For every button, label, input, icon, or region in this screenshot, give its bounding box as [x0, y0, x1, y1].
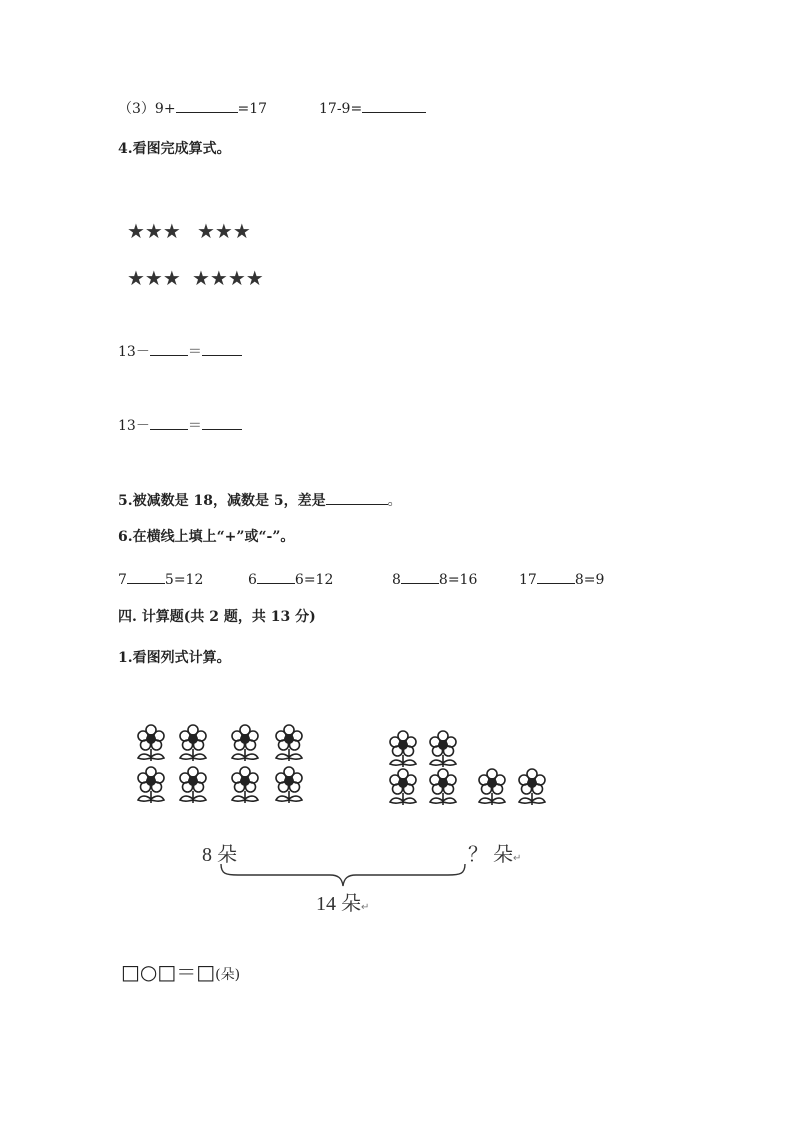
answer-template [121, 956, 240, 985]
q5-line [118, 490, 402, 510]
flower-icon [134, 723, 168, 763]
operand: 6 [248, 572, 257, 588]
answer-blank[interactable] [150, 415, 188, 430]
operand: 17 [519, 572, 537, 588]
answer-boxes[interactable]: □○□＝□ [121, 960, 216, 984]
eq-equals: ＝ [187, 344, 202, 360]
operand: 5=12 [164, 572, 204, 588]
answer-unit: (朵) [215, 967, 241, 983]
q3-b-label: 17-9= [319, 101, 363, 117]
operator-blank[interactable] [257, 569, 295, 584]
answer-blank[interactable] [202, 341, 242, 356]
q6-title: 6.在横线上填上“+”或“-”。 [118, 529, 295, 545]
return-mark-icon: ↵ [361, 902, 370, 913]
section-4-title: 四. 计算题(共 2 题，共 13 分) [118, 609, 316, 625]
flower-icon [134, 765, 168, 805]
answer-blank[interactable] [326, 490, 388, 505]
answer-blank[interactable] [202, 415, 242, 430]
star-group-row2-left: ★★★ [127, 266, 181, 290]
flower-icon [272, 723, 306, 763]
label-known-count: 8 朵 [202, 844, 237, 866]
q5-text: 5.被减数是 18，减数是 5，差是 [118, 493, 326, 509]
label-unknown-wrap [468, 838, 521, 867]
label-total-count: 14 朵 [316, 893, 361, 915]
answer-blank[interactable] [176, 98, 238, 113]
flower-icon [426, 767, 460, 807]
answer-blank[interactable] [150, 341, 188, 356]
label-unknown-count: ？ 朵 [468, 844, 513, 866]
flower-icon [272, 765, 306, 805]
flower-icon [386, 767, 420, 807]
curly-brace-icon [218, 862, 468, 888]
flower-icon [228, 723, 262, 763]
operator-blank[interactable] [537, 569, 575, 584]
answer-blank[interactable] [362, 98, 426, 113]
flower-icon [176, 723, 210, 763]
flower-icon [228, 765, 262, 805]
star-group-row1-right: ★★★ [197, 219, 251, 243]
q3-equation-b [319, 98, 426, 118]
q6-item-1 [118, 569, 203, 589]
eq-equals: ＝ [187, 418, 202, 434]
flower-icon [475, 767, 509, 807]
return-mark-icon: ↵ [513, 853, 522, 864]
q5-end: 。 [387, 493, 402, 509]
operand: 8=16 [438, 572, 478, 588]
operand: 6=12 [294, 572, 334, 588]
flower-icon [426, 729, 460, 769]
q4-equation-2 [118, 415, 242, 435]
q6-item-3 [392, 569, 477, 589]
operator-blank[interactable] [127, 569, 165, 584]
flower-icon [386, 729, 420, 769]
q3-result: =17 [237, 101, 268, 117]
star-group-row1-left: ★★★ [127, 219, 181, 243]
problem-1-title: 1.看图列式计算。 [118, 650, 231, 666]
q3-label: （3）9+ [118, 101, 176, 117]
operator-blank[interactable] [401, 569, 439, 584]
q3-equation-a [118, 98, 267, 118]
q6-item-4 [519, 569, 604, 589]
q4-equation-1 [118, 341, 242, 361]
star-group-row2-right: ★★★★ [192, 266, 264, 290]
q6-item-2 [248, 569, 333, 589]
label-total-wrap [316, 887, 369, 916]
eq-prefix: 13－ [118, 344, 150, 360]
operand: 8=9 [574, 572, 605, 588]
q4-title: 4.看图完成算式。 [118, 141, 231, 157]
flower-icon [515, 767, 549, 807]
operand: 8 [392, 572, 401, 588]
operand: 7 [118, 572, 127, 588]
eq-prefix: 13－ [118, 418, 150, 434]
flower-icon [176, 765, 210, 805]
